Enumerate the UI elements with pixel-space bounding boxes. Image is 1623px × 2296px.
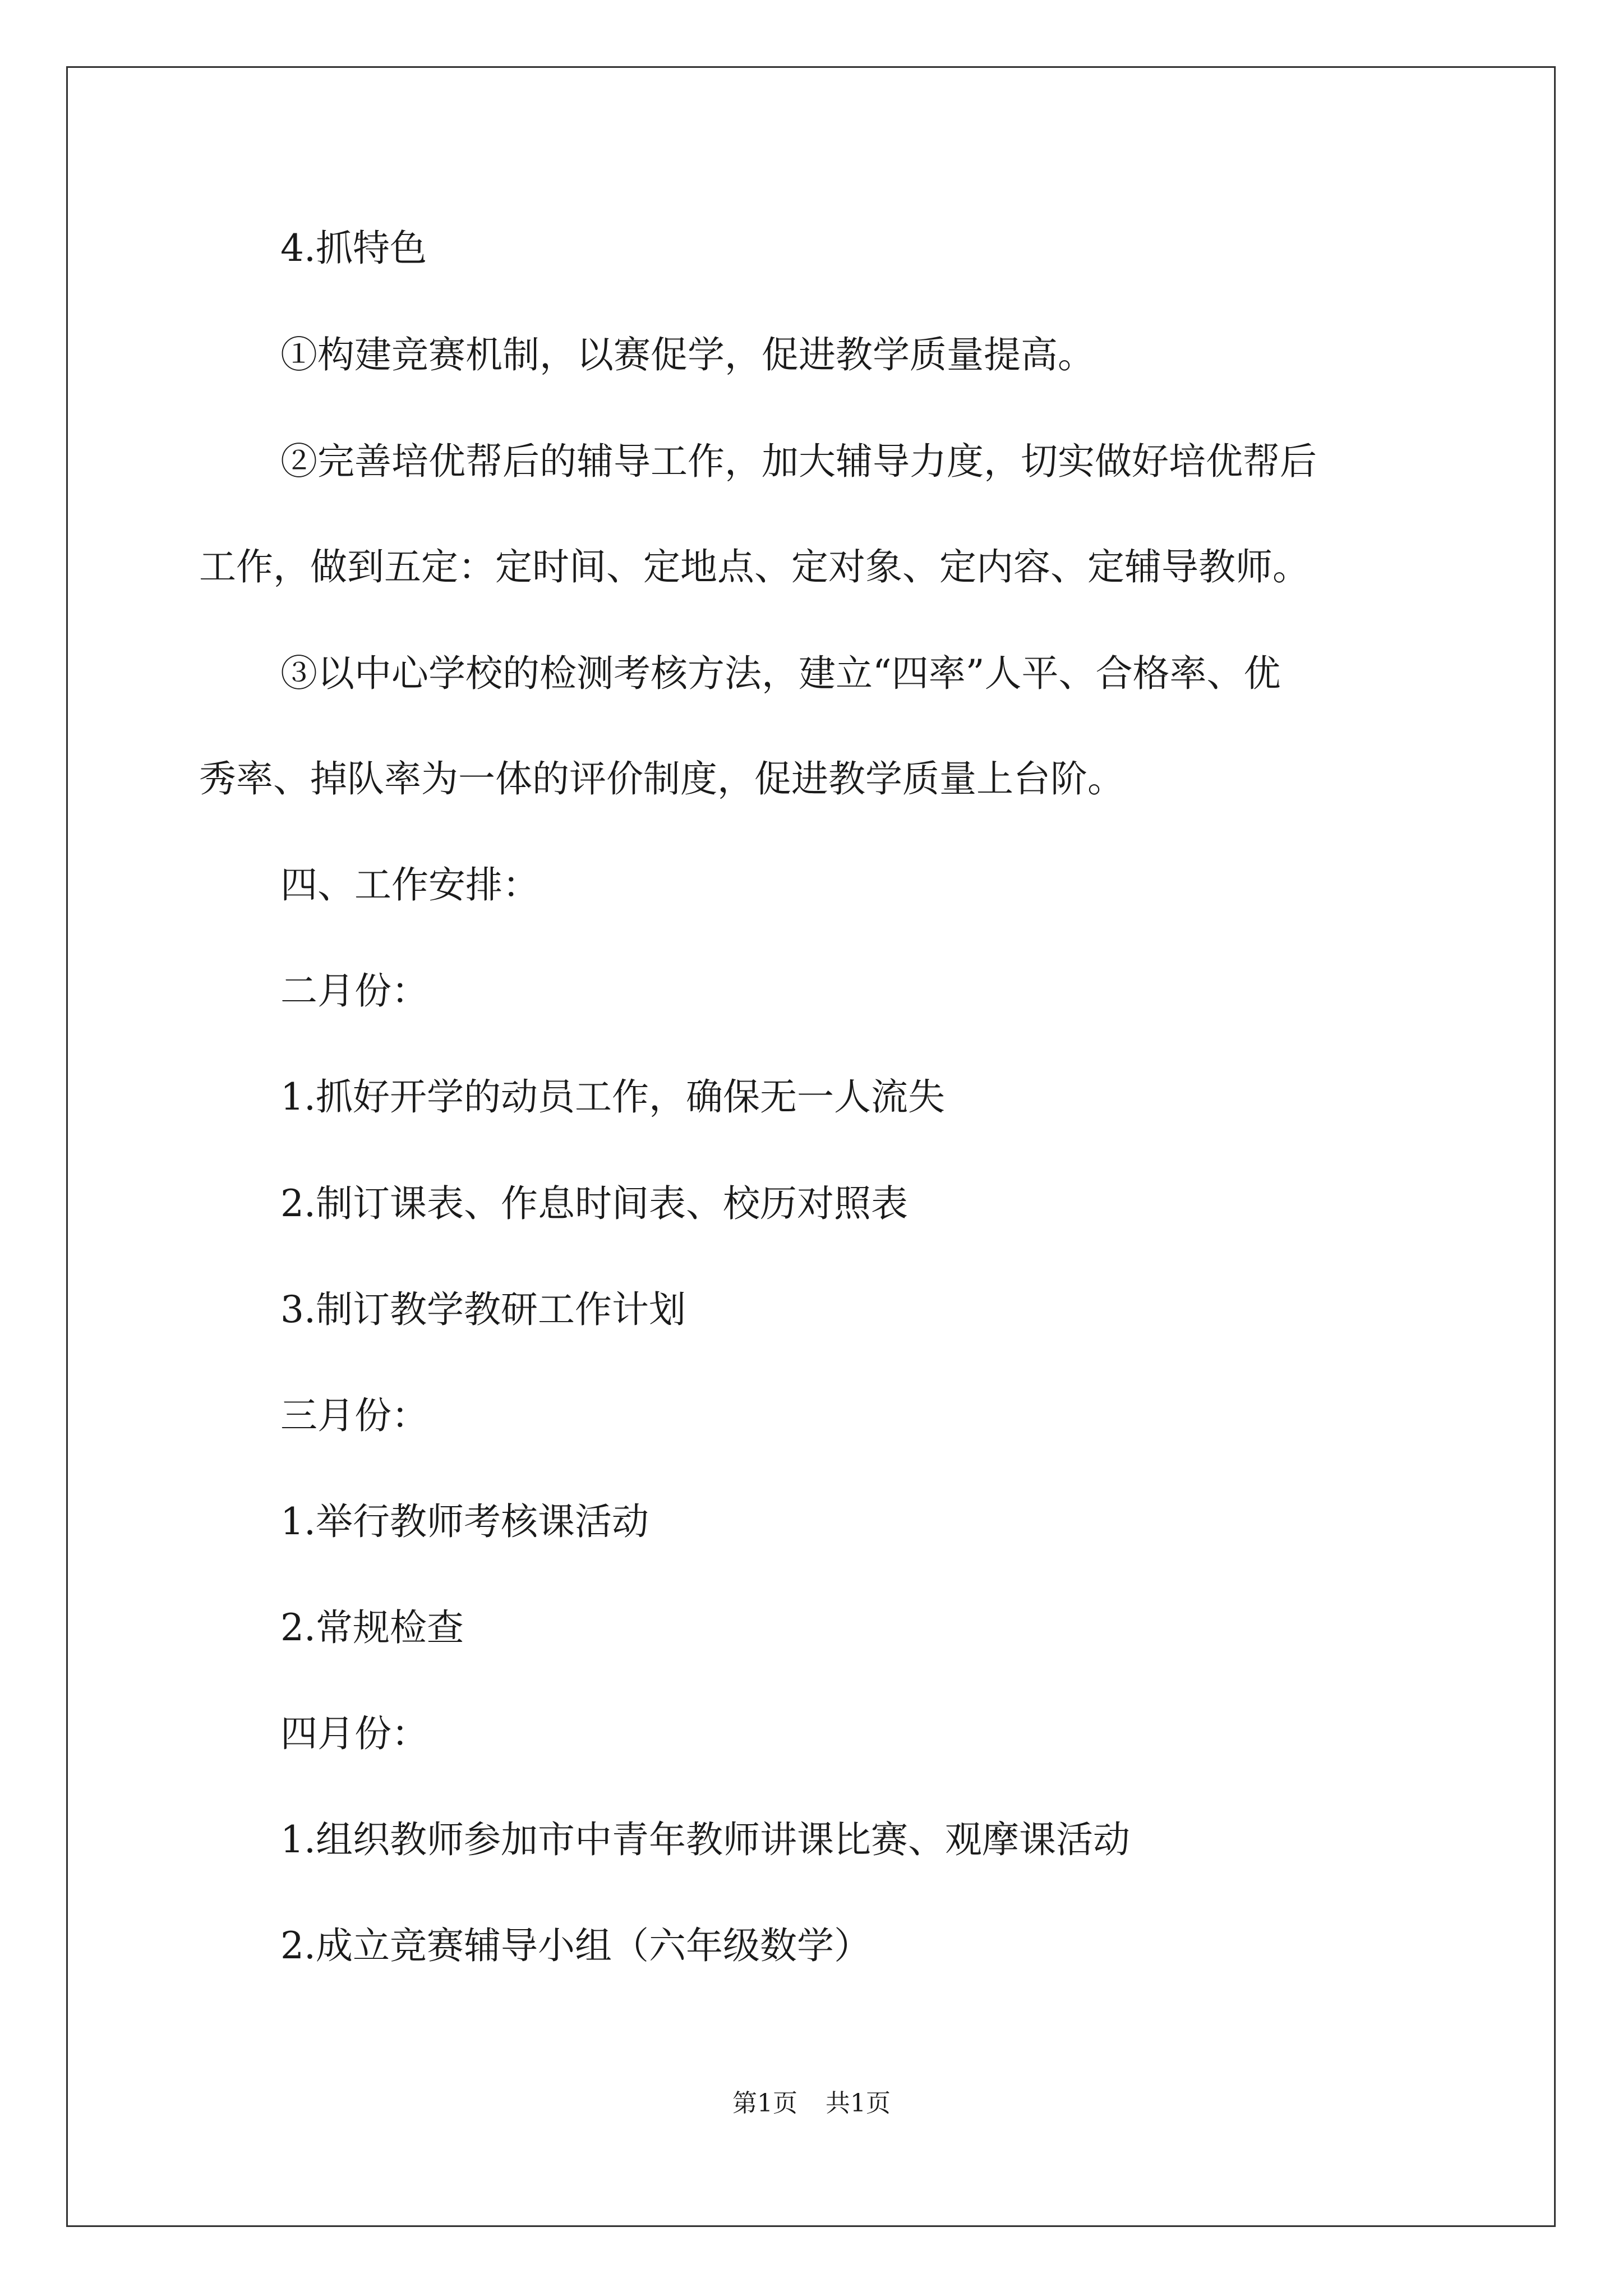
page-number: 第1页: [732, 2089, 797, 2118]
list-item: 1.组织教师参加市中青年教师讲课比赛、观摩课活动: [280, 1818, 1130, 1861]
list-item: 2.成立竞赛辅导小组（六年级数学）: [280, 1924, 871, 1967]
month-heading-april: 四月份：: [280, 1712, 428, 1755]
paragraph-item-2-cont: 工作，做到五定：定时间、定地点、定对象、定内容、定辅导教师。: [199, 545, 1310, 588]
month-heading-march: 三月份：: [280, 1394, 428, 1437]
paragraph-item-3-cont: 秀率、掉队率为一体的评价制度，促进教学质量上台阶。: [199, 757, 1124, 800]
list-item: 2.制订课表、作息时间表、校历对照表: [280, 1182, 908, 1225]
page-total: 共1页: [826, 2089, 891, 2118]
list-item: 1.抓好开学的动员工作，确保无一人流失: [280, 1075, 945, 1119]
section-heading-schedule: 四、工作安排：: [280, 863, 540, 907]
month-heading-february: 二月份：: [280, 969, 428, 1013]
page-footer: [0, 2091, 1623, 2116]
list-item: 2.常规检查: [280, 1606, 464, 1649]
list-item: 3.制订教学教研工作计划: [280, 1288, 686, 1331]
list-item: 1.举行教师考核课活动: [280, 1500, 649, 1543]
paragraph-item-1: ①构建竞赛机制，以赛促学，促进教学质量提高。: [280, 333, 1095, 376]
paragraph-item-3: ③以中心学校的检测考核方法，建立“四率”人平、合格率、优: [280, 652, 1281, 695]
paragraph-heading-feature: 4.抓特色: [280, 227, 427, 270]
paragraph-item-2: ②完善培优帮后的辅导工作，加大辅导力度，切实做好培优帮后: [280, 440, 1317, 483]
